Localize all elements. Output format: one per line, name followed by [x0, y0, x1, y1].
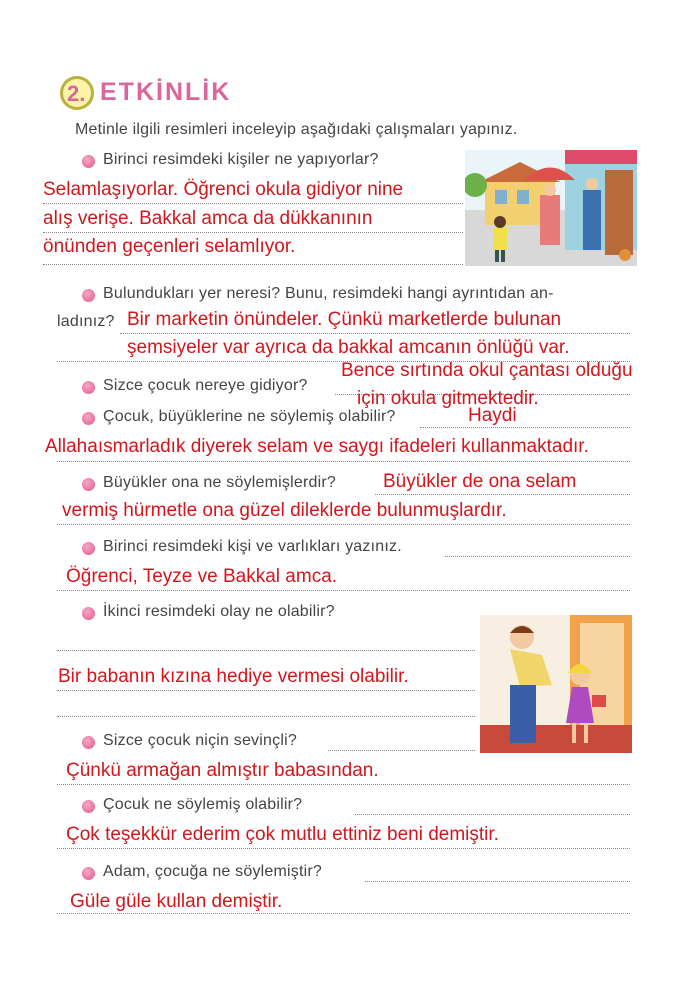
- bullet-icon: [82, 381, 95, 394]
- answer-line: [43, 203, 463, 204]
- question-7: İkinci resimdeki olay ne olabilir?: [103, 603, 335, 620]
- bullet-icon: [82, 867, 95, 880]
- answer-3-line-1: Bence sırtında okul çantası olduğu: [341, 360, 633, 381]
- answer-6: Öğrenci, Teyze ve Bakkal amca.: [66, 566, 338, 587]
- bullet-icon: [82, 542, 95, 555]
- bullet-icon: [82, 289, 95, 302]
- answer-7: Bir babanın kızına hediye vermesi olabilir.: [58, 666, 409, 687]
- answer-9: Çok teşekkür ederim çok mutlu ettiniz beni demiştir.: [66, 824, 499, 845]
- question-2: Bulundukları yer neresi? Bunu, resimdeki hangi ayrıntıdan an-: [103, 285, 554, 302]
- answer-2-line-1: Bir marketin önündeler. Çünkü marketlerde bulunan: [127, 309, 562, 330]
- answer-line: [420, 427, 630, 428]
- answer-line: [43, 232, 463, 233]
- answer-line: [365, 881, 630, 882]
- answer-line: [57, 784, 630, 785]
- question-3: Sizce çocuk nereye gidiyor?: [103, 377, 308, 394]
- question-4: Çocuk, büyüklerine ne söylemiş olabilir?: [103, 408, 396, 425]
- answer-line: [57, 650, 475, 651]
- bullet-icon: [82, 800, 95, 813]
- answer-line: [57, 848, 630, 849]
- answer-1-line-1: Selamlaşıyorlar. Öğrenci okula gidiyor nine: [43, 179, 404, 200]
- answer-line: [445, 556, 630, 557]
- father-gift-illustration: [480, 615, 632, 753]
- answer-line: [43, 264, 463, 265]
- answer-8: Çünkü armağan almıştır babasından.: [66, 760, 379, 781]
- answer-5-line-2: vermiş hürmetle ona güzel dileklerde bulunmuşlardır.: [62, 500, 507, 521]
- instruction: Metinle ilgili resimleri inceleyip aşağıdaki çalışmaları yapınız.: [75, 121, 518, 138]
- answer-10: Güle güle kullan demiştir.: [70, 891, 283, 912]
- bullet-icon: [82, 412, 95, 425]
- question-5: Büyükler ona ne söylemişlerdir?: [103, 474, 336, 491]
- answer-4-line-2: Allahaısmarladık diyerek selam ve saygı ifadeleri kullanmaktadır.: [45, 436, 589, 457]
- answer-line: [57, 690, 475, 691]
- activity-title: ETKİNLİK: [100, 78, 232, 106]
- answer-1-line-3: önünden geçenleri selamlıyor.: [43, 236, 296, 257]
- answer-line: [355, 814, 630, 815]
- bullet-icon: [82, 607, 95, 620]
- activity-number-badge: 2.: [60, 76, 94, 110]
- answer-line: [57, 913, 630, 914]
- question-1: Birinci resimdeki kişiler ne yapıyorlar?: [103, 151, 379, 168]
- answer-line: [328, 750, 475, 751]
- answer-1-line-2: alış verişe. Bakkal amca da dükkanının: [43, 208, 373, 229]
- question-2-cont: ladınız?: [57, 313, 115, 330]
- question-6: Birinci resimdeki kişi ve varlıkları yazınız.: [103, 538, 402, 555]
- answer-line: [120, 333, 630, 334]
- answer-4-line-1: Haydi: [468, 405, 517, 426]
- bullet-icon: [82, 736, 95, 749]
- bullet-icon: [82, 155, 95, 168]
- question-10: Adam, çocuğa ne söylemiştir?: [103, 863, 323, 880]
- answer-line: [57, 716, 475, 717]
- street-scene-illustration: [465, 150, 637, 266]
- question-9: Çocuk ne söylemiş olabilir?: [103, 796, 303, 813]
- answer-line: [57, 590, 630, 591]
- answer-line: [375, 494, 630, 495]
- answer-line: [57, 461, 630, 462]
- bullet-icon: [82, 478, 95, 491]
- answer-3-line-2: için okula gitmektedir.: [357, 388, 539, 409]
- answer-2-line-2: şemsiyeler var ayrıca da bakkal amcanın önlüğü var.: [127, 337, 570, 358]
- answer-5-line-1: Büyükler de ona selam: [383, 471, 577, 492]
- answer-line: [57, 524, 630, 525]
- question-8: Sizce çocuk niçin sevinçli?: [103, 732, 297, 749]
